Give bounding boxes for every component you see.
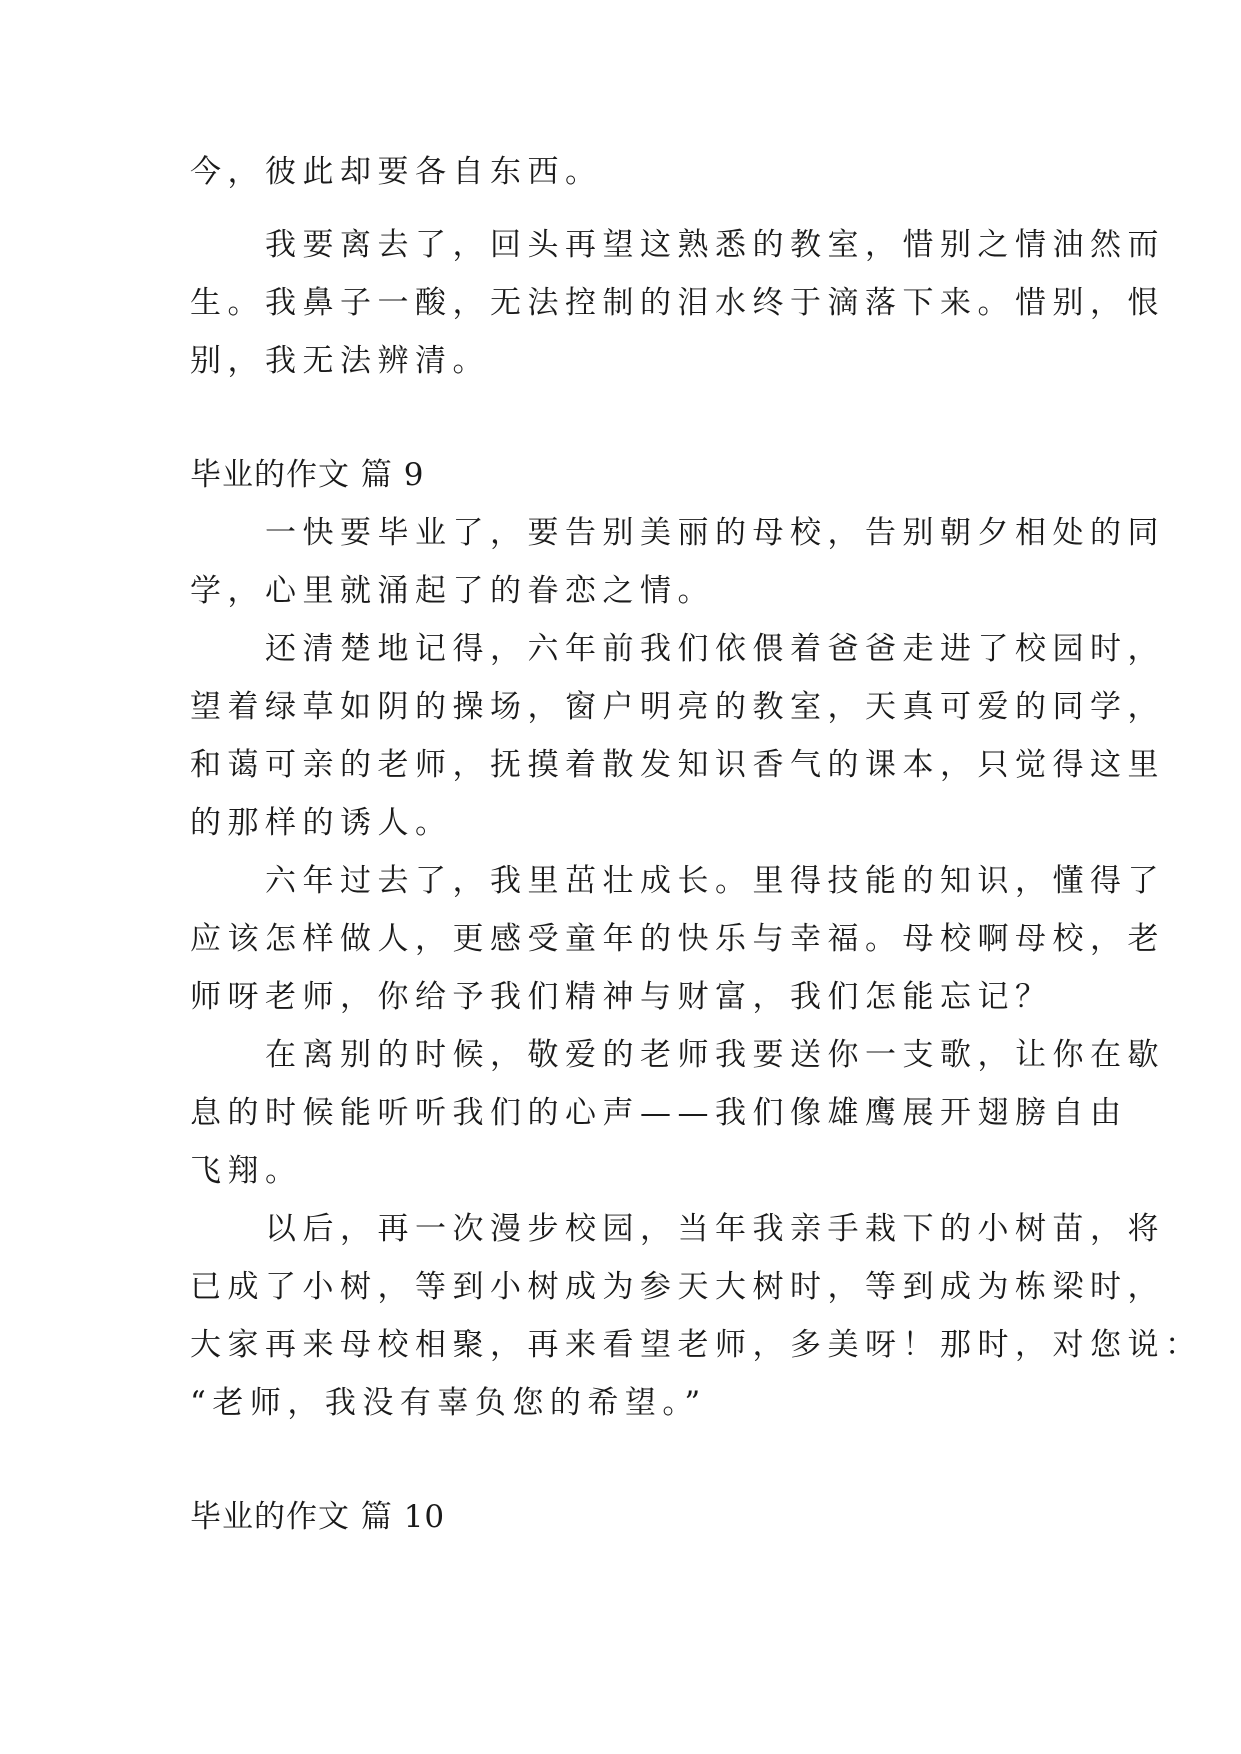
text-line: 学，心里就涌起了的眷恋之情。: [190, 573, 715, 609]
section-heading: 毕业的作文 篇 10: [190, 1499, 446, 1535]
text-line: 师呀老师，你给予我们精神与财富，我们怎能忘记？: [190, 979, 1053, 1015]
text-line: 还清楚地记得，六年前我们依偎着爸爸走进了校园时，: [190, 631, 1165, 667]
text-line: 我要离去了，回头再望这熟悉的教室，惜别之情油然而: [190, 227, 1165, 263]
text-line: 飞翔。: [190, 1153, 303, 1189]
text-line: 已成了小树，等到小树成为参天大树时，等到成为栋梁时，: [190, 1269, 1165, 1305]
text-line: 和蔼可亲的老师，抚摸着散发知识香气的课本，只觉得这里: [190, 747, 1165, 783]
section-heading: 毕业的作文 篇 9: [190, 457, 425, 493]
text-line: 大家再来母校相聚，再来看望老师，多美呀！那时，对您说：: [190, 1327, 1203, 1363]
text-line: 生。我鼻子一酸，无法控制的泪水终于滴落下来。惜别，恨: [190, 285, 1165, 321]
text-line: 息的时候能听听我们的心声——我们像雄鹰展开翅膀自由: [190, 1095, 1128, 1131]
text-line: 今，彼此却要各自东西。: [190, 154, 603, 190]
text-line: 望着绿草如阴的操场，窗户明亮的教室，天真可爱的同学，: [190, 689, 1165, 725]
text-line: 一快要毕业了，要告别美丽的母校，告别朝夕相处的同: [190, 515, 1165, 551]
text-line: 六年过去了，我里茁壮成长。里得技能的知识，懂得了: [190, 863, 1165, 899]
text-line: 的那样的诱人。: [190, 805, 453, 841]
text-line: 以后，再一次漫步校园，当年我亲手栽下的小树苗，将: [190, 1211, 1165, 1247]
text-line: “老师，我没有辜负您的希望。”: [190, 1385, 707, 1421]
text-line: 在离别的时候，敬爱的老师我要送你一支歌，让你在歇: [190, 1037, 1165, 1073]
text-line: 应该怎样做人，更感受童年的快乐与幸福。母校啊母校，老: [190, 921, 1165, 957]
text-line: 别，我无法辨清。: [190, 343, 490, 379]
